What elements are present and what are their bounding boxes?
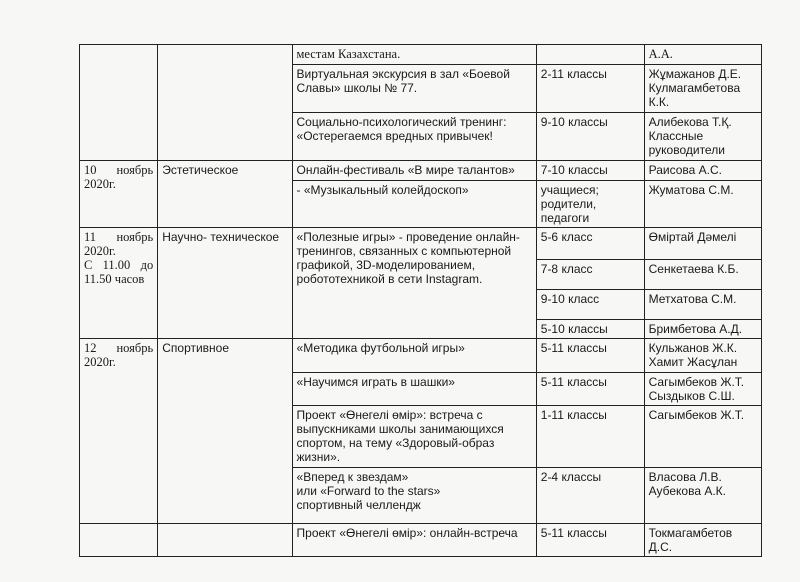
class-cell: 2-11 классы [536, 65, 644, 113]
direction-cell: Спортивное [158, 339, 292, 524]
responsible-cell: Өміртай Дәмелі [644, 228, 761, 260]
date-cell [80, 45, 158, 161]
class-cell: 1-11 классы [536, 406, 644, 468]
event-cell: - «Музыкальный колейдоскоп» [292, 181, 536, 228]
class-cell: учащиеся; родители, педагоги [536, 181, 644, 228]
responsible-cell: Сагымбеков Ж.Т. [644, 406, 761, 468]
table-row [80, 45, 762, 65]
responsible-cell: Токмагамбетов Д.С. [644, 524, 761, 557]
class-cell: 2-4 классы [536, 468, 644, 524]
class-cell: 5-11 классы [536, 373, 644, 406]
direction-cell: Эстетическое [158, 161, 292, 228]
schedule-table [79, 44, 762, 557]
direction-cell [158, 524, 292, 557]
class-cell: 9-10 классы [536, 113, 644, 161]
responsible-cell: Раисова А.С. [644, 161, 761, 181]
class-cell: 5-6 класс [536, 228, 644, 260]
event-cell: местам Казахстана. [292, 45, 536, 65]
responsible-cell: Сагымбеков Ж.Т. Сыздыков С.Ш. [644, 373, 761, 406]
class-cell: 9-10 класс [536, 290, 644, 320]
direction-cell [158, 45, 292, 161]
event-cell: «Вперед к звездам» или «Forward to the stars» спортивный челлендж [292, 468, 536, 524]
class-cell [536, 45, 644, 65]
date-cell: 11 ноябрь 2020г. С 11.00 до 11.50 часов [80, 228, 158, 339]
table-row [80, 161, 762, 181]
event-cell: Социально-психологический тренинг: «Остерегаемся вредных привычек! [292, 113, 536, 161]
event-cell: «Научимся играть в шашки» [292, 373, 536, 406]
responsible-cell: Сенкетаева К.Б. [644, 260, 761, 290]
event-cell: «Полезные игры» - проведение онлайн- тренингов, связанных с компьютерной графикой, 3D-моделированием, робототехникой в сети Instagram. [292, 228, 536, 339]
class-cell: 7-8 класс [536, 260, 644, 290]
responsible-cell: Жуматова С.М. [644, 181, 761, 228]
table-row [80, 228, 762, 260]
date-cell [80, 524, 158, 557]
responsible-cell: Алибекова Т.Қ. Классные руководители [644, 113, 761, 161]
responsible-cell: Кульжанов Ж.К. Хамит Жасұлан [644, 339, 761, 373]
class-cell: 7-10 классы [536, 161, 644, 181]
responsible-cell: Метхатова С.М. [644, 290, 761, 320]
class-cell: 5-11 классы [536, 524, 644, 557]
table-row [80, 524, 762, 557]
class-cell: 5-11 классы [536, 339, 644, 373]
responsible-cell: А.А. [644, 45, 761, 65]
responsible-cell: Бримбетова А.Д. [644, 320, 761, 339]
date-cell: 12 ноябрь 2020г. [80, 339, 158, 524]
event-cell: «Методика футбольной игры» [292, 339, 536, 373]
date-cell: 10 ноябрь 2020г. [80, 161, 158, 228]
event-cell: Проект «Өнегелі өмір»: встреча с выпускниками школы занимающихся спортом, на тему «Здоровый-образ жизни». [292, 406, 536, 468]
event-cell: Проект «Өнегелі өмір»: онлайн-встреча [292, 524, 536, 557]
responsible-cell: Жұмажанов Д.Е. Кулмагамбетова К.К. [644, 65, 761, 113]
responsible-cell: Власова Л.В. Аубекова А.К. [644, 468, 761, 524]
table-row [80, 339, 762, 373]
class-cell: 5-10 классы [536, 320, 644, 339]
event-cell: Виртуальная экскурсия в зал «Боевой Славы» школы № 77. [292, 65, 536, 113]
event-cell: Онлайн-фестиваль «В мире талантов» [292, 161, 536, 181]
direction-cell: Научно- техническое [158, 228, 292, 339]
